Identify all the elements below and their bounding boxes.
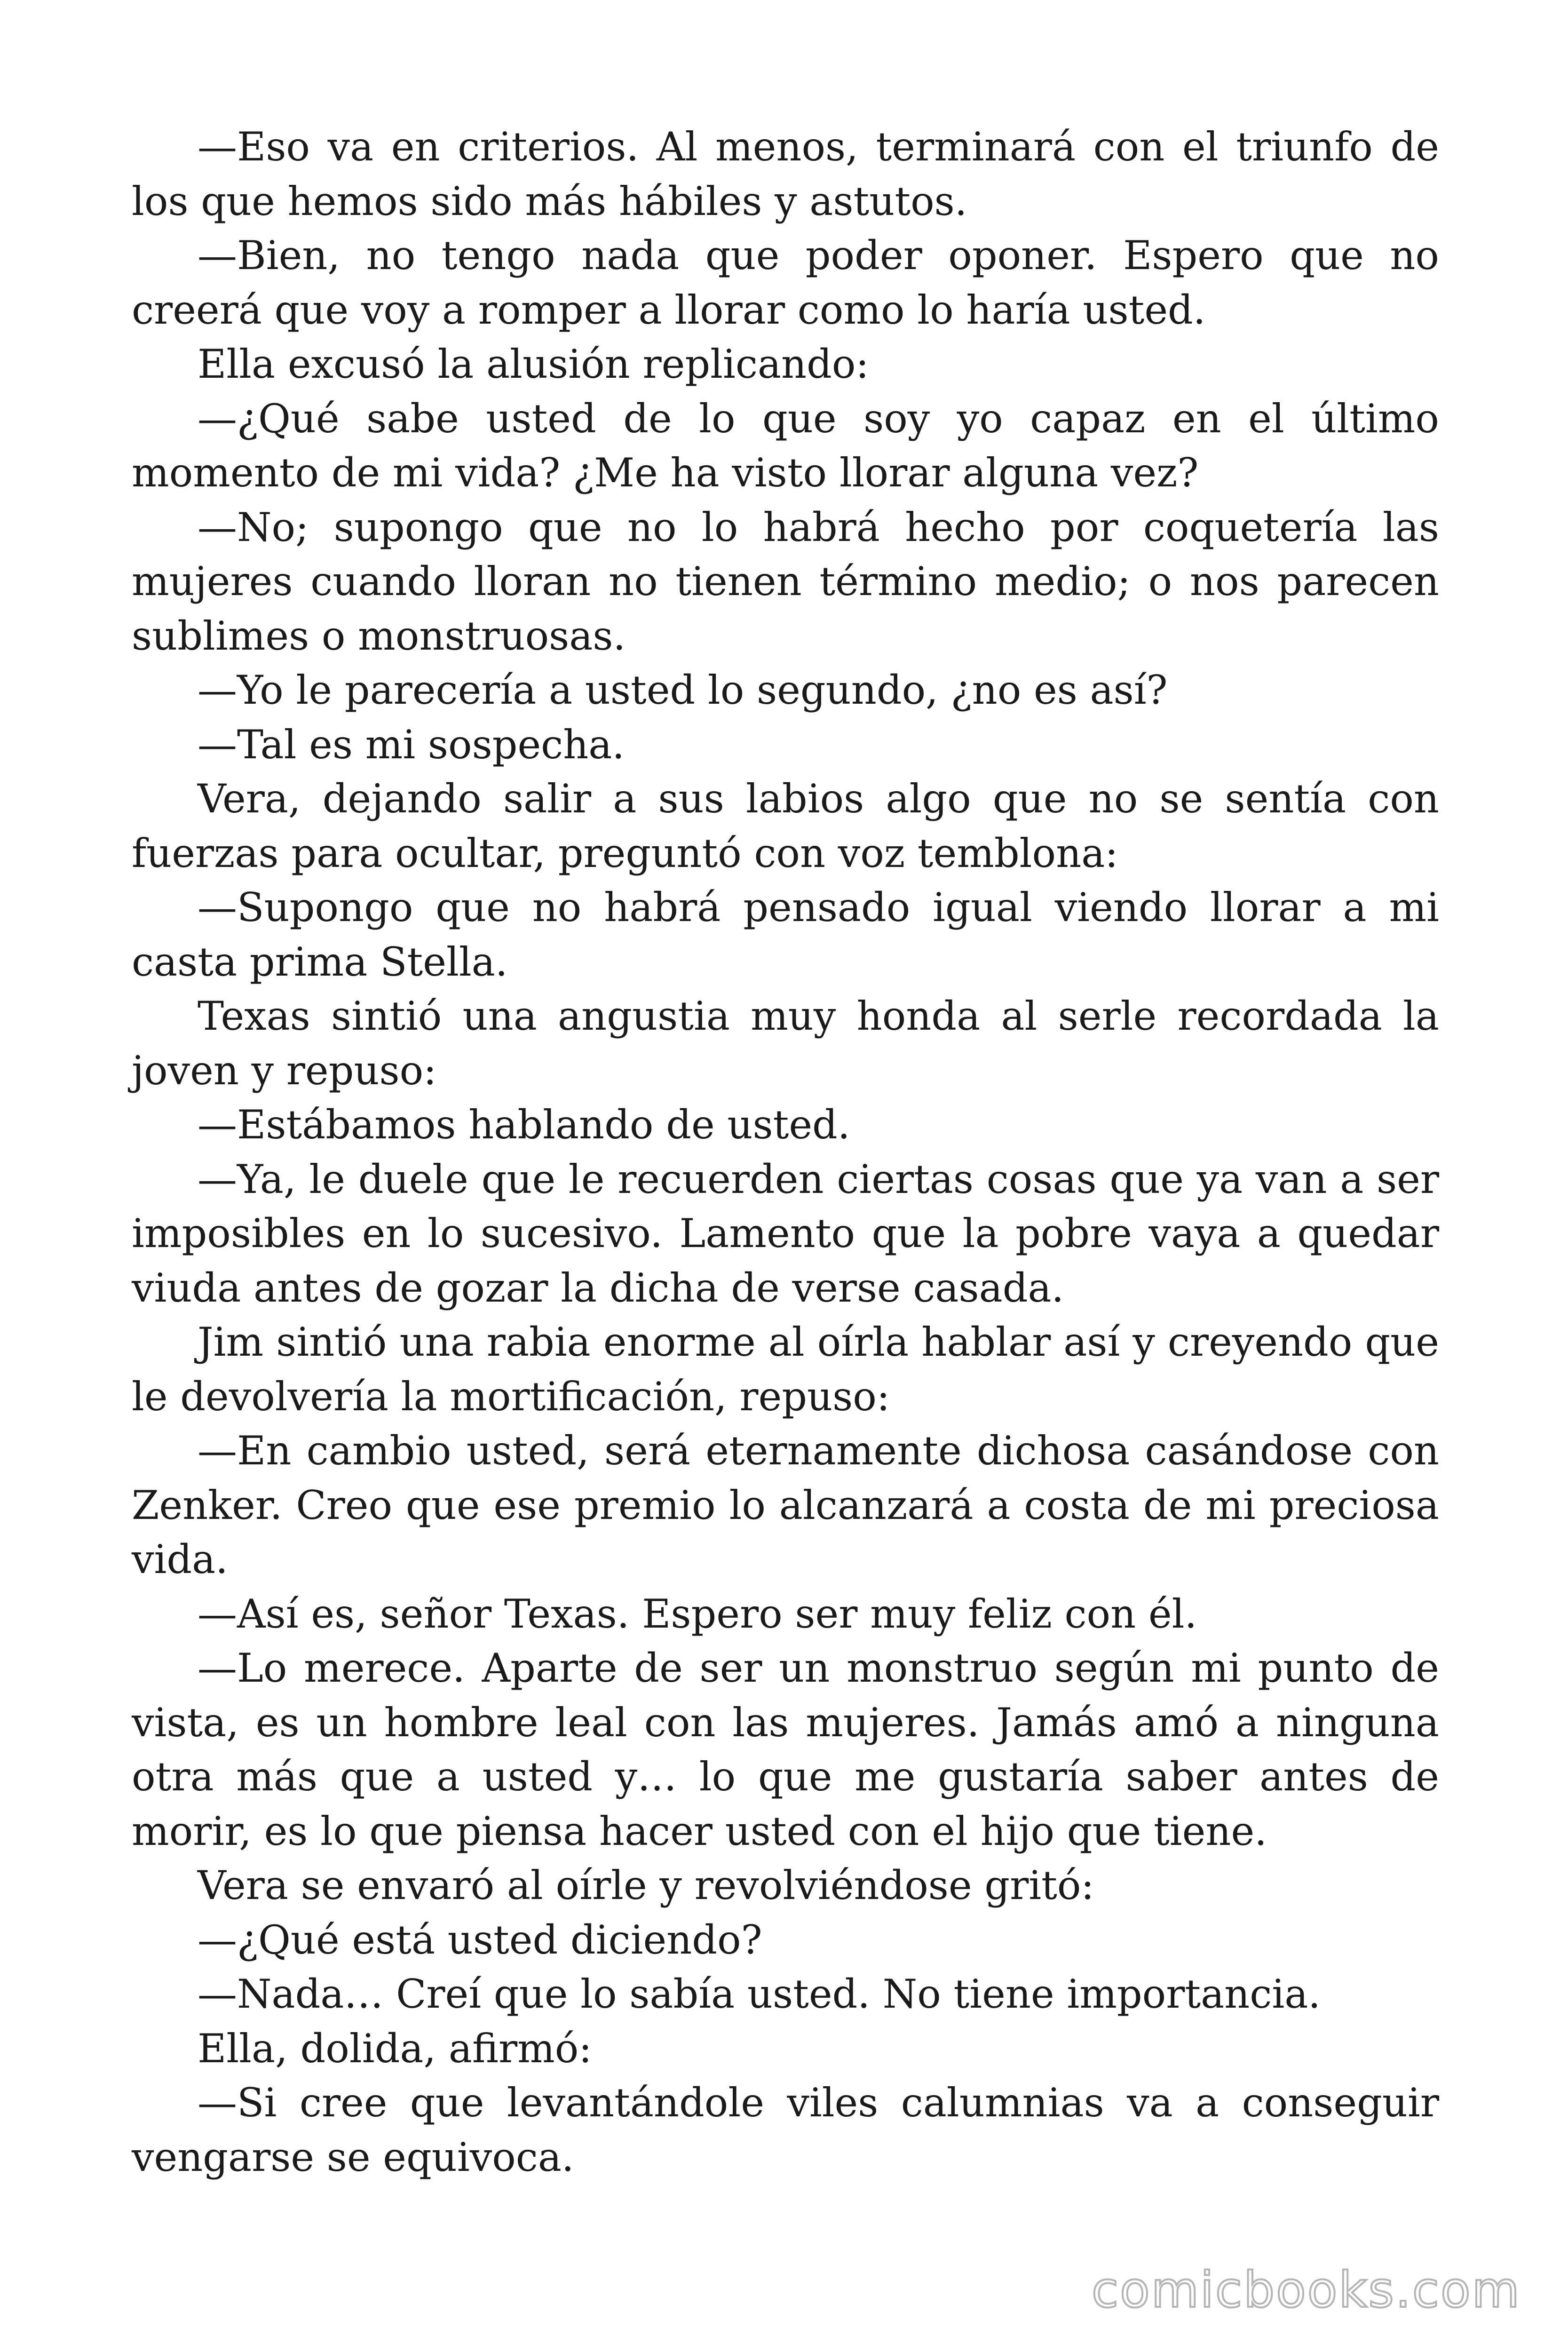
paragraph: —¿Qué sabe usted de lo que soy yo capaz en el último momento de mi vida? ¿Me ha visto llorar alguna vez? bbox=[132, 395, 1439, 496]
paragraph: —Eso va en criterios. Al menos, terminará con el triunfo de los que hemos sido más hábiles y astutos. bbox=[132, 124, 1439, 224]
paragraph: —En cambio usted, será eternamente dichosa casándose con Zenker. Creo que ese premio lo alcanzará a costa de mi preciosa vida. bbox=[132, 1428, 1439, 1582]
paragraph: —No; supongo que no lo habrá hecho por coquetería las mujeres cuando lloran no tienen término medio; o nos parecen sublimes o monstruosas. bbox=[132, 504, 1439, 659]
paragraph: —Estábamos hablando de usted. bbox=[198, 1102, 850, 1148]
body-text bbox=[132, 120, 1439, 2185]
paragraph: —Tal es mi sospecha. bbox=[198, 721, 625, 768]
paragraph: —¿Qué está usted diciendo? bbox=[198, 1916, 762, 1963]
paragraph: —Bien, no tengo nada que poder oponer. Espero que no creerá que voy a romper a llorar como lo haría usted. bbox=[132, 232, 1439, 333]
paragraph: Vera se envaró al oírle y revolviéndose gritó: bbox=[198, 1862, 1094, 1908]
paragraph: —Supongo que no habrá pensado igual viendo llorar a mi casta prima Stella. bbox=[132, 884, 1439, 985]
paragraph: —Si cree que levantándole viles calumnias va a conseguir vengarse se equivoca. bbox=[132, 2080, 1439, 2180]
paragraph: —Nada… Creí que lo sabía usted. No tiene importancia. bbox=[198, 1971, 1321, 2017]
paragraph: —Yo le parecería a usted lo segundo, ¿no es así? bbox=[198, 667, 1168, 713]
paragraph: Jim sintió una rabia enorme al oírla hablar así y creyendo que le devolvería la mortificación, repuso: bbox=[132, 1319, 1439, 1420]
watermark: comicbooks.com bbox=[1091, 2261, 1521, 2319]
paragraph: Ella excusó la alusión replicando: bbox=[198, 341, 869, 387]
paragraph: —Así es, señor Texas. Espero ser muy feliz con él. bbox=[198, 1590, 1197, 1637]
paragraph: Texas sintió una angustia muy honda al serle recordada la joven y repuso: bbox=[132, 993, 1439, 1094]
paragraph: —Ya, le duele que le recuerden ciertas cosas que ya van a ser imposibles en lo sucesivo. Lamento que la pobre vaya a quedar viuda antes de gozar la dicha de verse casada. bbox=[132, 1156, 1439, 1311]
paragraph: Ella, dolida, afirmó: bbox=[198, 2025, 592, 2072]
paragraph: Vera, dejando salir a sus labios algo que no se sentía con fuerzas para ocultar, preguntó con voz temblona: bbox=[132, 776, 1439, 876]
paragraph: —Lo merece. Aparte de ser un monstruo según mi punto de vista, es un hombre leal con las mujeres. Jamás amó a ninguna otra más que a usted y… lo que me gustaría saber antes de morir, es lo que piensa hacer usted con el hijo que tiene. bbox=[132, 1645, 1439, 1854]
